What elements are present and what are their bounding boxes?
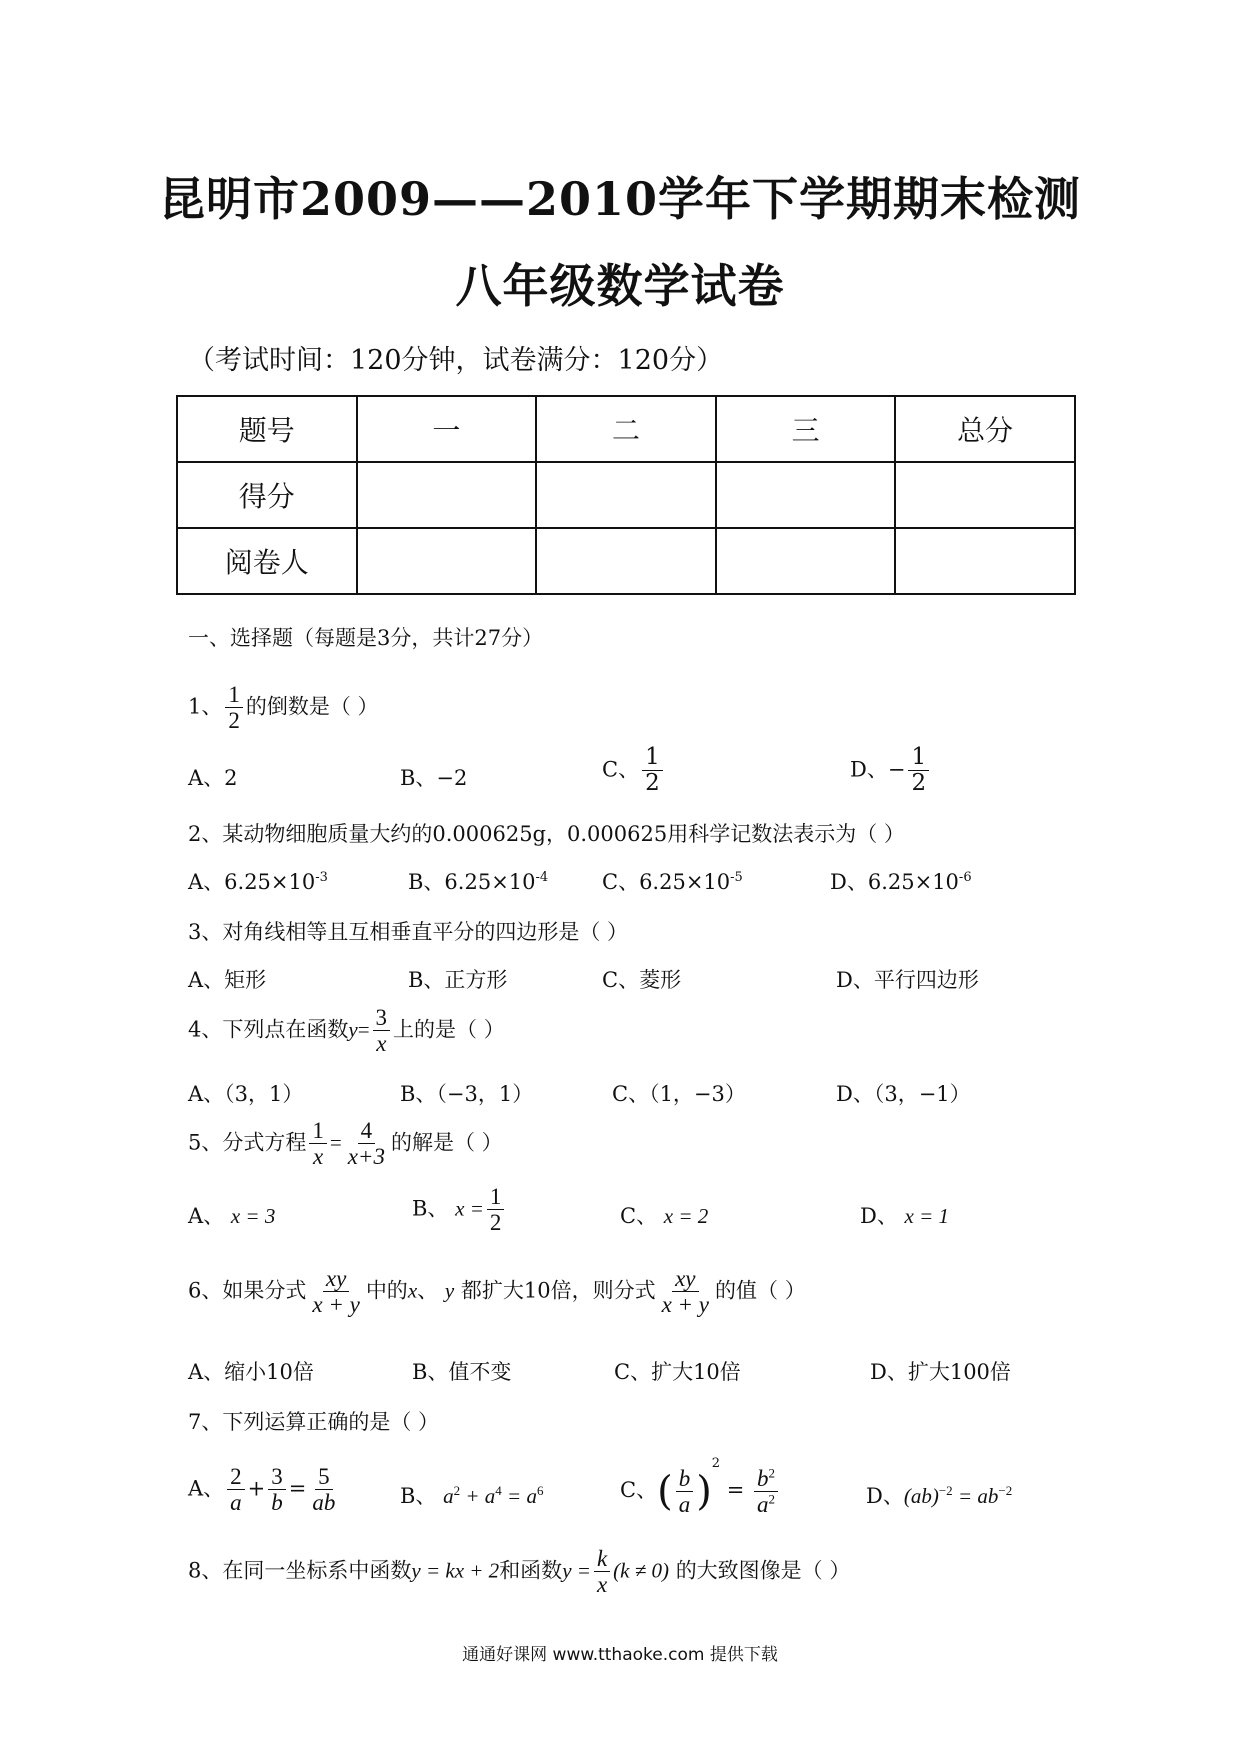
- option-label: D、−: [850, 757, 906, 782]
- q5-option-d[interactable]: D、 x = 1: [860, 1204, 950, 1228]
- fraction: $\frac{1}{x}$: [309, 1118, 327, 1170]
- q3-option-b[interactable]: B、正方形: [408, 968, 508, 992]
- question-7: 7、下列运算正确的是（ ）: [188, 1410, 440, 1434]
- q6-option-c[interactable]: C、扩大10倍: [614, 1360, 741, 1384]
- fraction: $\frac{b}{a}$: [676, 1466, 694, 1518]
- question-3: 3、对角线相等且互相垂直平分的四边形是（ ）: [188, 920, 629, 944]
- question-4: 4、下列点在函数y= $\frac{3}{x}$ 上的是（ ）: [188, 1005, 505, 1057]
- q6-option-d[interactable]: D、扩大100倍: [870, 1360, 1011, 1384]
- fraction: $\frac{1}{2}$: [487, 1184, 505, 1236]
- q7-option-b[interactable]: B、 $a^2 + a^4 = a^6$: [400, 1483, 544, 1508]
- q7-option-a[interactable]: A、 $\frac{2}{a}$ + $\frac{3}{b}$ = $\frac{5}{ab}$: [188, 1464, 341, 1516]
- fraction: $\frac{4}{x+3}$: [347, 1118, 385, 1170]
- q4-option-c[interactable]: C、（1，−3）: [612, 1082, 746, 1106]
- option-label: C、: [602, 757, 640, 782]
- section-heading: 一、选择题（每题是3分，共计27分）: [188, 626, 544, 650]
- header-cell: 二: [536, 396, 716, 462]
- q4-option-b[interactable]: B、（−3，1）: [400, 1082, 534, 1106]
- q5-option-b[interactable]: B、 x = $\frac{1}{2}$: [412, 1184, 507, 1236]
- question-number: 1、: [188, 694, 223, 719]
- fraction: $\frac{1}{2}$: [225, 682, 243, 734]
- question-5: 5、分式方程 $\frac{1}{x}$ = $\frac{4}{x+3}$ 的解是（ ）: [188, 1118, 503, 1170]
- q5-option-c[interactable]: C、 x = 2: [620, 1204, 709, 1228]
- question-8: 8、在同一坐标系中函数y = kx + 2和函数y = $\frac{k}{x}$ (k ≠ 0) 的大致图像是（ ）: [188, 1546, 851, 1598]
- q2-option-d[interactable]: D、$6.25\times 10^{-6}$: [830, 870, 972, 894]
- q1-option-b[interactable]: B、−2: [400, 766, 468, 790]
- grader-row: [177, 528, 1075, 594]
- score-table-header-row: [177, 396, 1075, 462]
- fraction: $\frac{3}{b}$: [268, 1464, 286, 1516]
- q2-option-b[interactable]: B、$6.25\times 10^{-4}$: [408, 870, 549, 894]
- fraction: $\frac{3}{x}$: [373, 1005, 391, 1057]
- q7-option-c[interactable]: C、( $\frac{b}{a}$ )$^2$ = $\frac{b^2}{a^2}$: [620, 1456, 781, 1517]
- grader-cell[interactable]: [536, 528, 716, 594]
- grader-cell[interactable]: [895, 528, 1075, 594]
- score-cell[interactable]: [536, 462, 716, 528]
- header-cell: 题号: [177, 396, 357, 462]
- q1-option-c[interactable]: [602, 745, 666, 797]
- exam-info: （考试时间：120分钟，试卷满分：120分）: [188, 345, 724, 376]
- q3-option-a[interactable]: A、矩形: [188, 968, 267, 992]
- score-cell[interactable]: [716, 462, 896, 528]
- q1-option-d[interactable]: [850, 745, 932, 797]
- question-6: 6、如果分式 $\frac{xy}{x + y}$ 中的x、 y 都扩大10倍，则分式 $\frac{xy}{x + y}$ 的值（ ）: [188, 1266, 806, 1318]
- fraction: $\frac{5}{ab}$: [312, 1464, 336, 1516]
- header-cell: 一: [357, 396, 537, 462]
- exam-title-line2: 八年级数学试卷: [455, 259, 785, 313]
- fraction: $\frac{xy}{x + y}$: [661, 1266, 710, 1318]
- fraction: $\frac{b^2}{a^2}$: [754, 1466, 778, 1518]
- q2-option-a[interactable]: A、$6.25\times 10^{-3}$: [188, 870, 328, 894]
- question-2: 2、某动物细胞质量大约的0.000625g，0.000625用科学记数法表示为（ ）: [188, 822, 905, 846]
- q3-option-c[interactable]: C、菱形: [602, 968, 682, 992]
- q6-option-b[interactable]: B、值不变: [412, 1360, 512, 1384]
- q7-option-d[interactable]: D、$(ab)^{-2} = ab^{-2}$: [866, 1483, 1013, 1508]
- question-stem: 的倒数是（ ）: [245, 694, 379, 719]
- q5-option-a[interactable]: A、 x = 3: [188, 1204, 276, 1228]
- grader-cell[interactable]: [357, 528, 537, 594]
- question-1: [188, 682, 379, 734]
- row-label: 阅卷人: [177, 528, 357, 594]
- row-label: 得分: [177, 462, 357, 528]
- header-cell: 总分: [895, 396, 1075, 462]
- fraction: $\frac{2}{a}$: [227, 1464, 245, 1516]
- exam-title-line1: 昆明市2009——2010学年下学期期末检测: [158, 172, 1082, 226]
- q3-option-d[interactable]: D、平行四边形: [836, 968, 979, 992]
- q2-option-c[interactable]: C、$6.25\times 10^{-5}$: [602, 870, 743, 894]
- grader-cell[interactable]: [716, 528, 896, 594]
- q4-option-d[interactable]: D、（3，−1）: [836, 1082, 971, 1106]
- score-cell[interactable]: [895, 462, 1075, 528]
- fraction: $\frac{xy}{x + y}$: [312, 1266, 360, 1318]
- footer-credit: 通通好课网 www.tthaoke.com 提供下载: [462, 1645, 778, 1665]
- header-cell: 三: [716, 396, 896, 462]
- q1-option-a[interactable]: A、2: [188, 766, 238, 790]
- fraction: $\frac{1}{2}$: [908, 745, 929, 797]
- score-row: [177, 462, 1075, 528]
- fraction: $\frac{k}{x}$: [594, 1546, 610, 1598]
- q6-option-a[interactable]: A、缩小10倍: [188, 1360, 314, 1384]
- score-cell[interactable]: [357, 462, 537, 528]
- score-table: [176, 395, 1076, 595]
- q4-option-a[interactable]: A、（3，1）: [188, 1082, 304, 1106]
- fraction: $\frac{1}{2}$: [642, 745, 663, 797]
